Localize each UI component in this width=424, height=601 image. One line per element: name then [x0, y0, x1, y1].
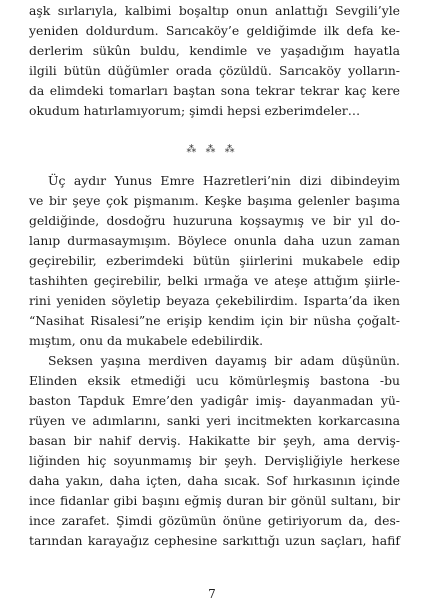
text-line: rüyen ve adımlarını, sanki yeri incitmekten korkarcasına — [29, 413, 400, 428]
text-line: Üç aydır Yunus Emre Hazretleri’nin dizi dibindeyim — [48, 173, 400, 188]
page-number: 7 — [208, 587, 216, 601]
text-line: lanıp durmasaymışım. Böylece onunla daha uzun zaman — [29, 233, 400, 248]
section-break-ornament: ⁂ ⁂ ⁂ — [186, 144, 238, 155]
text-line: okudum hatırlamıyorum; şimdi hepsi ezberimdeler… — [29, 103, 361, 118]
text-line: rini yeniden söyletip beyaza çekebilirdim. Isparta’da iken — [29, 293, 400, 308]
text-line: baston Tapduk Emre’den yadigâr imiş- dayanmadan yü- — [29, 393, 400, 408]
text-line: geldiğinde, dosdoğru huzuruna koşsaymış ve bir yıl do- — [29, 213, 400, 228]
text-line: tarından karayağız cephesine sarkıttığı uzun saçları, hafif — [29, 533, 400, 548]
text-line: mıştım, onu da mukabele edebilirdik. — [29, 333, 264, 348]
text-line: da elimdeki tomarları baştan sona tekrar tekrar kaç kere — [29, 83, 400, 98]
text-line: daha yakın, daha içten, daha sıcak. Sof hırkasının içinde — [29, 473, 400, 488]
text-line: basan bir nahif derviş. Hakikatte bir şeyh, ama derviş- — [29, 433, 400, 448]
text-line: yeniden doldurdum. Sarıcaköy’e geldiğimde ilk defa ke- — [29, 23, 400, 38]
text-line: liğinden hiç soyunmamış bir şeyh. Dervişliğiyle herkese — [29, 453, 400, 468]
text-line: ve bir şeye çok pişmanım. Keşke başıma gelenler başıma — [29, 193, 400, 208]
text-line: “Nasihat Risalesi”ne erişip kendim için bir nüsha çoğalt- — [29, 313, 400, 328]
text-line: Elinden eksik etmediği ucu kömürleşmiş bastona -bu — [29, 373, 400, 388]
text-line: geçirebilir, ezberimdeki bütün şiirlerini mukabele edip — [29, 253, 400, 268]
text-line: ince fidanlar gibi başını eğmiş duran bir gönül sultanı, bir — [29, 493, 400, 508]
text-line: Seksen yaşına merdiven dayamış bir adam düşünün. — [48, 353, 400, 368]
text-line: tashihten geçirebilir, belki ırmağa ve ateşe attığım şiirle- — [29, 273, 400, 288]
text-line: aşk sırlarıyla, kalbimi boşaltıp onun anlattığı Sevgili’yle — [29, 3, 400, 18]
text-line: derlerim sükûn buldu, kendimle ve yaşadığım hayatla — [29, 43, 400, 58]
text-line: ilgili bütün düğümler orada çözüldü. Sarıcaköy yolların- — [29, 63, 400, 78]
text-line: ince zarafet. Şimdi gözümün önüne getiriyorum da, des- — [29, 513, 400, 528]
